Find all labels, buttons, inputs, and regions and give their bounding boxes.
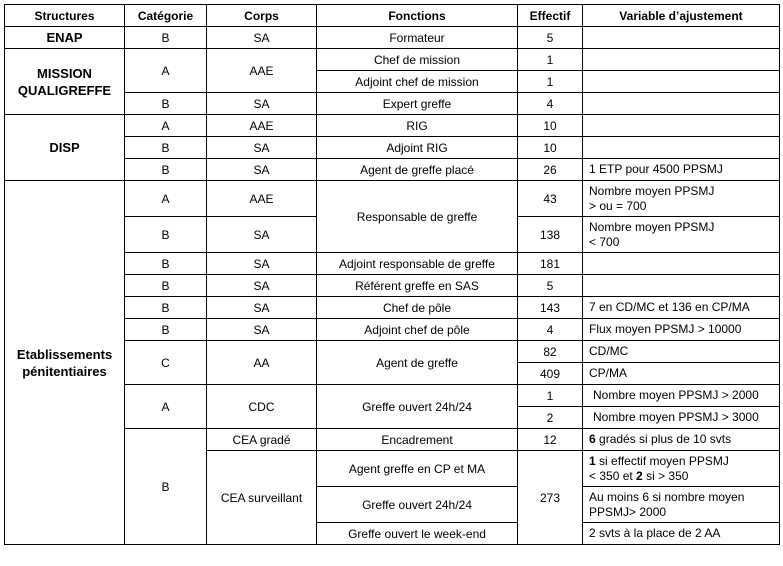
table-row [5, 49, 780, 71]
variable-cell: 2 svts à la place de 2 AA [583, 523, 780, 545]
fonction-cell: Adjoint chef de pôle [317, 319, 518, 341]
effectif-cell: 10 [518, 115, 583, 137]
categorie-cell: B [125, 217, 207, 253]
fonction-cell: RIG [317, 115, 518, 137]
variable-cell: 7 en CD/MC et 136 en CP/MA [583, 297, 780, 319]
effectif-cell: 4 [518, 93, 583, 115]
effectif-cell: 1 [518, 71, 583, 93]
effectif-cell: 5 [518, 275, 583, 297]
variable-text: si > 350 [642, 468, 689, 483]
corps-cell: AAE [207, 49, 317, 93]
categorie-cell: A [125, 385, 207, 429]
corps-cell: CEA gradé [207, 429, 317, 451]
fonction-cell: Expert greffe [317, 93, 518, 115]
variable-bold-number: 6 [589, 432, 596, 446]
effectif-cell: 26 [518, 159, 583, 181]
effectif-cell: 409 [518, 363, 583, 385]
corps-cell: SA [207, 159, 317, 181]
variable-cell [583, 451, 780, 487]
effectif-cell: 4 [518, 319, 583, 341]
fonction-cell: Agent de greffe [317, 341, 518, 385]
variable-cell [583, 181, 780, 217]
structure-enap: ENAP [5, 27, 125, 49]
effectif-cell: 2 [518, 407, 583, 429]
fonction-cell: Chef de mission [317, 49, 518, 71]
table-row [5, 27, 780, 49]
table-row [5, 181, 780, 217]
effectif-cell: 82 [518, 341, 583, 363]
corps-cell: SA [207, 297, 317, 319]
variable-line: Nombre moyen PPSMJ [589, 183, 715, 198]
variable-cell: Nombre moyen PPSMJ > 3000 [583, 407, 780, 429]
corps-cell: SA [207, 275, 317, 297]
structure-mission: MISSION QUALIGREFFE [5, 49, 125, 115]
categorie-cell: B [125, 159, 207, 181]
corps-cell: SA [207, 319, 317, 341]
header-variable: Variable d’ajustement [583, 5, 780, 27]
header-effectif: Effectif [518, 5, 583, 27]
variable-cell: CD/MC [583, 341, 780, 363]
effectif-cell: 143 [518, 297, 583, 319]
corps-cell: SA [207, 217, 317, 253]
corps-cell: SA [207, 137, 317, 159]
effectif-cell: 5 [518, 27, 583, 49]
variable-cell: CP/MA [583, 363, 780, 385]
corps-cell: AA [207, 341, 317, 385]
fonction-cell: Chef de pôle [317, 297, 518, 319]
variable-cell [583, 429, 780, 451]
variable-text: gradés si plus de 10 svts [595, 432, 732, 446]
fonction-cell: Référent greffe en SAS [317, 275, 518, 297]
header-row [5, 5, 780, 27]
variable-cell [583, 137, 780, 159]
fonction-cell: Encadrement [317, 429, 518, 451]
variable-cell [583, 71, 780, 93]
categorie-cell: B [125, 319, 207, 341]
categorie-cell: A [125, 181, 207, 217]
variable-cell: 1 ETP pour 4500 PPSMJ [583, 159, 780, 181]
variable-line: > ou = 700 [589, 198, 647, 213]
staffing-table [4, 4, 780, 545]
header-categorie: Catégorie [125, 5, 207, 27]
fonction-cell: Adjoint chef de mission [317, 71, 518, 93]
fonction-cell: Formateur [317, 27, 518, 49]
variable-cell: Flux moyen PPSMJ > 10000 [583, 319, 780, 341]
variable-cell [583, 115, 780, 137]
variable-cell [583, 27, 780, 49]
variable-cell [583, 217, 780, 253]
variable-cell [583, 49, 780, 71]
corps-cell: AAE [207, 181, 317, 217]
structure-disp: DISP [5, 115, 125, 181]
categorie-cell: B [125, 297, 207, 319]
variable-cell [583, 275, 780, 297]
header-fonctions: Fonctions [317, 5, 518, 27]
corps-cell: SA [207, 253, 317, 275]
categorie-cell: B [125, 137, 207, 159]
categorie-cell: B [125, 429, 207, 545]
fonction-cell: Greffe ouvert le week-end [317, 523, 518, 545]
variable-cell [583, 93, 780, 115]
categorie-cell: B [125, 275, 207, 297]
categorie-cell: B [125, 253, 207, 275]
effectif-cell: 1 [518, 49, 583, 71]
variable-text: < 350 et [589, 468, 637, 483]
fonction-cell: Agent de greffe placé [317, 159, 518, 181]
structure-etablissements: Etablissements pénitentiaires [5, 181, 125, 545]
fonction-cell: Greffe ouvert 24h/24 [317, 487, 518, 523]
effectif-cell: 1 [518, 385, 583, 407]
effectif-cell: 138 [518, 217, 583, 253]
variable-bold-number: 2 [636, 468, 643, 483]
fonction-cell: Responsable de greffe [317, 181, 518, 253]
categorie-cell: A [125, 115, 207, 137]
variable-line: < 700 [589, 234, 620, 249]
table-row [5, 115, 780, 137]
variable-text: si effectif moyen PPSMJ [595, 453, 729, 468]
corps-cell: CEA surveillant [207, 451, 317, 545]
variable-cell [583, 253, 780, 275]
categorie-cell: B [125, 27, 207, 49]
effectif-cell: 10 [518, 137, 583, 159]
variable-cell [583, 487, 780, 523]
fonction-cell: Agent greffe en CP et MA [317, 451, 518, 487]
effectif-cell: 12 [518, 429, 583, 451]
effectif-cell: 181 [518, 253, 583, 275]
header-corps: Corps [207, 5, 317, 27]
variable-bold-number: 1 [589, 453, 596, 468]
categorie-cell: A [125, 49, 207, 93]
categorie-cell: C [125, 341, 207, 385]
variable-cell: Nombre moyen PPSMJ > 2000 [583, 385, 780, 407]
fonction-cell: Greffe ouvert 24h/24 [317, 385, 518, 429]
fonction-cell: Adjoint responsable de greffe [317, 253, 518, 275]
variable-line: PPSMJ> 2000 [589, 504, 667, 519]
effectif-cell: 43 [518, 181, 583, 217]
corps-cell: CDC [207, 385, 317, 429]
fonction-cell: Adjoint RIG [317, 137, 518, 159]
effectif-cell: 273 [518, 451, 583, 545]
corps-cell: AAE [207, 115, 317, 137]
categorie-cell: B [125, 93, 207, 115]
variable-line: Nombre moyen PPSMJ [589, 219, 715, 234]
corps-cell: SA [207, 27, 317, 49]
header-structures: Structures [5, 5, 125, 27]
variable-line: Au moins 6 si nombre moyen [589, 489, 745, 504]
corps-cell: SA [207, 93, 317, 115]
